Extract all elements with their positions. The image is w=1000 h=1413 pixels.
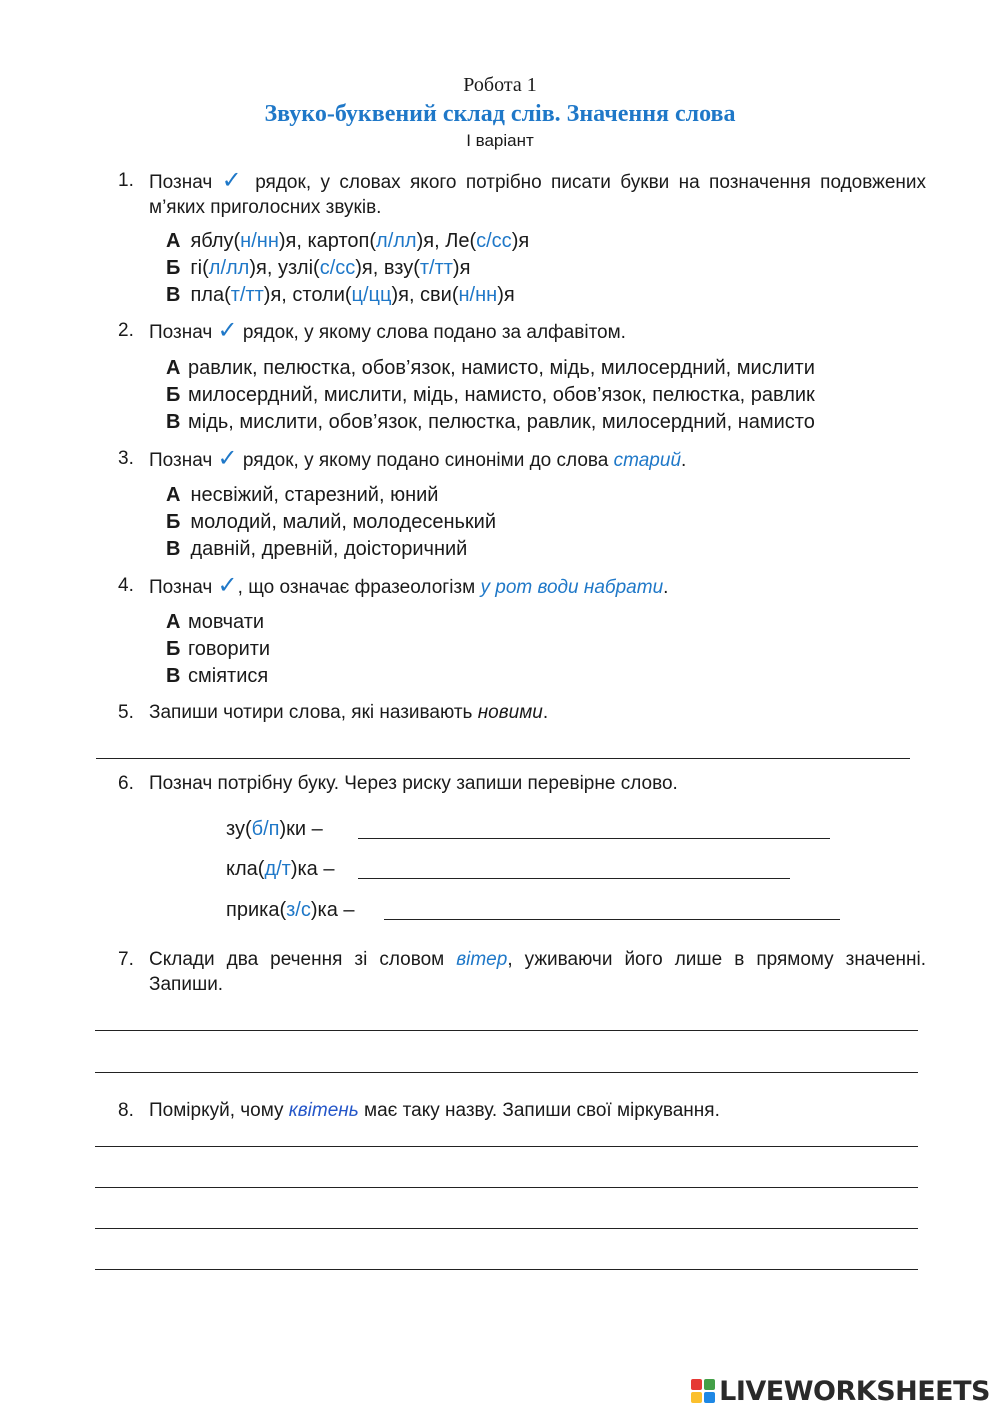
question-text: Познач потрібну буку. Через риску запиши перевірне слово. <box>149 773 678 794</box>
q6-word-3: прика(з/с)ка – <box>226 899 355 921</box>
question-number: 6. <box>118 773 134 794</box>
question-8 <box>118 1098 926 1123</box>
letter-choice[interactable]: л/лл <box>376 230 417 252</box>
check-word-line[interactable] <box>384 919 840 920</box>
q3-option-a[interactable]: А несвіжий, старезний, юний <box>166 484 439 506</box>
option-letter: В <box>166 411 181 433</box>
question-text: Познач ✓, що означає фразеологізм у рот води набрати. <box>149 572 669 599</box>
question-number: 4. <box>118 575 134 596</box>
option-letter: А <box>166 611 181 633</box>
answer-line[interactable] <box>96 758 910 759</box>
question-text: Поміркуй, чому квітень має таку назву. Запиши свої міркування. <box>149 1100 720 1121</box>
answer-line[interactable] <box>95 1228 918 1229</box>
option-letter: А <box>166 484 181 506</box>
question-text: Запиши чотири слова, які називають новими. <box>149 702 549 723</box>
question-4 <box>118 573 926 600</box>
letter-choice[interactable]: л/лл <box>208 257 250 279</box>
letter-choice[interactable]: с/сс <box>476 230 512 252</box>
letter-choice[interactable]: д/т <box>264 858 291 880</box>
answer-line[interactable] <box>95 1187 918 1188</box>
question-number: 2. <box>118 320 134 341</box>
question-number: 1. <box>118 170 134 191</box>
logo-square <box>704 1392 715 1403</box>
question-5 <box>118 700 926 725</box>
question-3 <box>118 446 926 473</box>
option-letter: Б <box>166 638 181 660</box>
q1-option-c[interactable]: В пла(т/тт)я, столи(ц/цц)я, сви(н/нн)я <box>166 284 515 306</box>
liveworksheets-logo <box>691 1374 990 1408</box>
q3-option-c[interactable]: В давній, древній, доісторичний <box>166 538 468 560</box>
option-letter: В <box>166 665 181 687</box>
logo-square <box>691 1379 702 1390</box>
answer-line[interactable] <box>95 1146 918 1147</box>
key-word: старий <box>613 450 682 471</box>
letter-choice[interactable]: т/тт <box>419 257 453 279</box>
logo-text: LIVEWORKSHEETS <box>719 1375 990 1407</box>
checkmark-icon: ✓ <box>221 167 246 194</box>
question-text: Познач ✓ рядок, у якому подано синоніми до слова старий. <box>149 445 687 472</box>
key-word: новими <box>477 702 543 723</box>
letter-choice[interactable]: б/п <box>251 818 280 840</box>
option-letter: В <box>166 538 181 560</box>
letter-choice[interactable]: н/нн <box>240 230 279 252</box>
option-letter: А <box>166 357 181 379</box>
answer-line[interactable] <box>95 1269 918 1270</box>
work-number: Робота 1 <box>463 74 537 96</box>
q2-option-c[interactable]: В мідь, мислити, обов’язок, пелюстка, равлик, милосердний, намисто <box>166 411 815 433</box>
key-phrase: у рот води набрати <box>480 577 664 598</box>
q1-option-a[interactable]: А яблу(н/нн)я, картоп(л/лл)я, Ле(с/сс)я <box>166 230 530 252</box>
checkmark-icon: ✓ <box>217 445 238 472</box>
option-letter: А <box>166 230 181 252</box>
letter-choice[interactable]: н/нн <box>458 284 498 306</box>
question-7 <box>118 947 926 997</box>
answer-line[interactable] <box>95 1072 918 1073</box>
q2-option-a[interactable]: А равлик, пелюстка, обов’язок, намисто, мідь, милосердний, мислити <box>166 357 815 379</box>
option-letter: Б <box>166 257 181 279</box>
worksheet-title: Звуко-буквений склад слів. Значення слова <box>264 101 736 127</box>
question-text: Познач ✓ рядок, у якому слова подано за алфавітом. <box>149 317 626 344</box>
option-letter: Б <box>166 511 181 533</box>
letter-choice[interactable]: з/с <box>286 899 311 921</box>
q2-option-b[interactable]: Б милосердний, мислити, мідь, намисто, обов’язок, пелюстка, равлик <box>166 384 815 406</box>
checkmark-icon: ✓ <box>217 572 238 599</box>
question-number: 8. <box>118 1100 134 1121</box>
logo-square <box>704 1379 715 1390</box>
letter-choice[interactable]: ц/цц <box>351 284 392 306</box>
question-number: 3. <box>118 448 134 469</box>
key-word: квітень <box>288 1100 359 1121</box>
q4-option-c[interactable]: В сміятися <box>166 665 269 687</box>
question-text: Склади два речення зі словом вітер, уживаючи його лише в прямому значенні. Запиши. <box>149 949 926 995</box>
logo-squares-icon <box>691 1379 715 1403</box>
q4-option-a[interactable]: А мовчати <box>166 611 265 633</box>
q3-option-b[interactable]: Б молодий, малий, молодесенький <box>166 511 496 533</box>
logo-square <box>691 1392 702 1403</box>
question-1 <box>118 168 926 220</box>
q6-word-1: зу(б/п)ки – <box>226 818 323 840</box>
q6-word-2: кла(д/т)ка – <box>226 858 335 880</box>
checkmark-icon: ✓ <box>217 317 238 344</box>
q1-option-b[interactable]: Б гі(л/лл)я, узлі(с/сс)я, взу(т/тт)я <box>166 257 471 279</box>
key-word: вітер <box>456 949 508 970</box>
check-word-line[interactable] <box>358 838 830 839</box>
question-text: Познач ✓ рядок, у словах якого потрібно писати букви на позначення подовжених м’яких приголосних звуків. <box>149 167 927 218</box>
question-number: 7. <box>118 949 134 970</box>
letter-choice[interactable]: с/сс <box>319 257 356 279</box>
question-number: 5. <box>118 702 134 723</box>
option-letter: В <box>166 284 181 306</box>
question-2 <box>118 318 926 345</box>
variant-label: І варіант <box>466 131 534 150</box>
letter-choice[interactable]: т/тт <box>230 284 264 306</box>
answer-line[interactable] <box>95 1030 918 1031</box>
question-6 <box>118 771 926 796</box>
q4-option-b[interactable]: Б говорити <box>166 638 271 660</box>
check-word-line[interactable] <box>358 878 790 879</box>
option-letter: Б <box>166 384 181 406</box>
